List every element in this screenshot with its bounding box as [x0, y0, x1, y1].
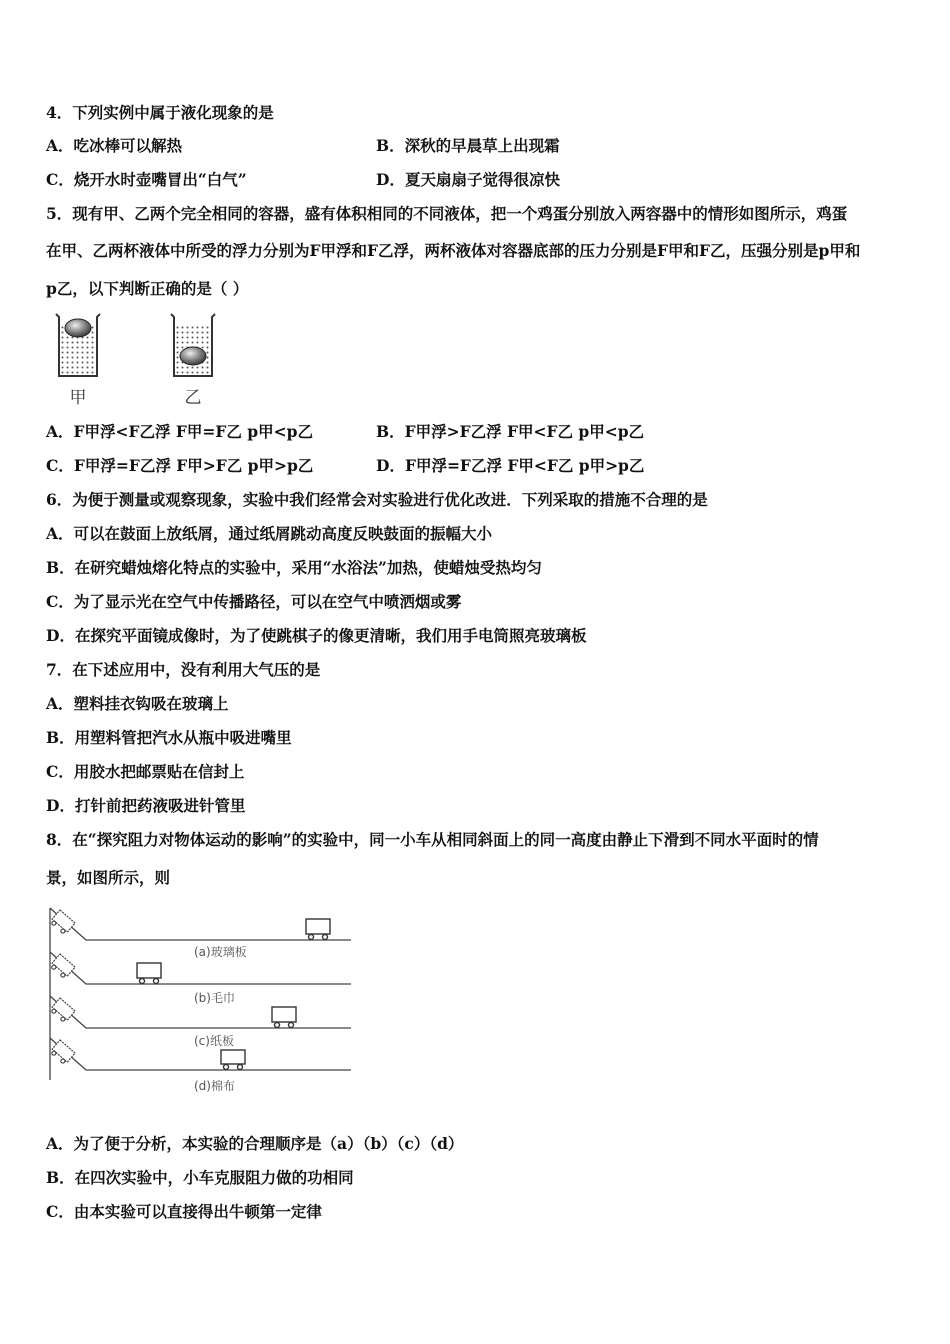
q4-option-c: C．烧开水时壶嘴冒出“白气”	[46, 170, 247, 189]
q5-option-b: B．F甲浮>F乙浮 F甲<F乙 p甲<p乙	[376, 422, 645, 441]
q6-stem: 6．为便于测量或观察现象，实验中我们经常会对实验进行优化改进．下列采取的措施不合理的是	[46, 490, 708, 509]
q8-option-c: C．由本实验可以直接得出牛顿第一定律	[46, 1202, 322, 1221]
q4-option-b: B．深秋的早晨草上出现霜	[376, 136, 560, 155]
q4-option-d: D．夏天扇扇子觉得很凉快	[376, 170, 560, 189]
q8-option-b: B．在四次实验中，小车克服阻力做的功相同	[46, 1168, 354, 1187]
q8-option-a: A．为了便于分析，本实验的合理顺序是（a）（b）（c）（d）	[46, 1134, 464, 1153]
q6-option-b: B．在研究蜡烛熔化特点的实验中，采用“水浴法”加热，使蜡烛受热均匀	[46, 558, 542, 577]
label-b: (b)毛巾	[194, 991, 235, 1005]
q7-option-c: C．用胶水把邮票贴在信封上	[46, 762, 245, 781]
q6-option-d: D．在探究平面镜成像时，为了使跳棋子的像更清晰，我们用手电筒照亮玻璃板	[46, 626, 587, 645]
beaker-yi	[171, 314, 215, 376]
q5-option-d: D．F甲浮=F乙浮 F甲<F乙 p甲>p乙	[376, 456, 645, 475]
q4-option-a: A．吃冰棒可以解热	[46, 136, 183, 155]
q7-option-d: D．打针前把药液吸进针管里	[46, 796, 246, 815]
label-c: (c)纸板	[194, 1034, 234, 1048]
q8-figure	[46, 900, 356, 1100]
q5-stem-line2: 在甲、乙两杯液体中所受的浮力分别为F甲浮和F乙浮，两杯液体对容器底部的压力分别是F甲和F乙，压强分别是p甲和	[46, 241, 861, 260]
q8-stem-line1: 8．在“探究阻力对物体运动的影响”的实验中，同一小车从相同斜面上的同一高度由静止下滑到不同水平面时的情	[46, 830, 819, 849]
q4-stem: 4．下列实例中属于液化现象的是	[46, 103, 274, 122]
label-yi: 乙	[184, 388, 202, 408]
q8-stem-line2: 景，如图所示，则	[46, 868, 171, 887]
label-jia: 甲	[69, 388, 87, 408]
label-a: (a)玻璃板	[194, 945, 247, 959]
q5-option-c: C．F甲浮=F乙浮 F甲>F乙 p甲>p乙	[46, 456, 314, 475]
q6-option-a: A．可以在鼓面上放纸屑，通过纸屑跳动高度反映鼓面的振幅大小	[46, 524, 493, 543]
q5-stem-line3: p乙，以下判断正确的是（ ）	[46, 279, 249, 298]
q6-option-c: C．为了显示光在空气中传播路径，可以在空气中喷洒烟或雾	[46, 592, 462, 611]
slope-carts	[50, 910, 76, 1065]
q7-option-a: A．塑料挂衣钩吸在玻璃上	[46, 694, 229, 713]
q7-option-b: B．用塑料管把汽水从瓶中吸进嘴里	[46, 728, 292, 747]
label-d: (d)棉布	[194, 1079, 235, 1093]
q5-option-a: A．F甲浮<F乙浮 F甲=F乙 p甲<p乙	[46, 422, 313, 441]
q7-stem: 7．在下述应用中，没有利用大气压的是	[46, 660, 321, 679]
beaker-jia	[56, 314, 100, 376]
q5-stem-line1: 5．现有甲、乙两个完全相同的容器，盛有体积相同的不同液体，把一个鸡蛋分别放入两容器中的情形如图所示，鸡蛋	[46, 204, 848, 223]
q5-figure	[50, 310, 220, 410]
